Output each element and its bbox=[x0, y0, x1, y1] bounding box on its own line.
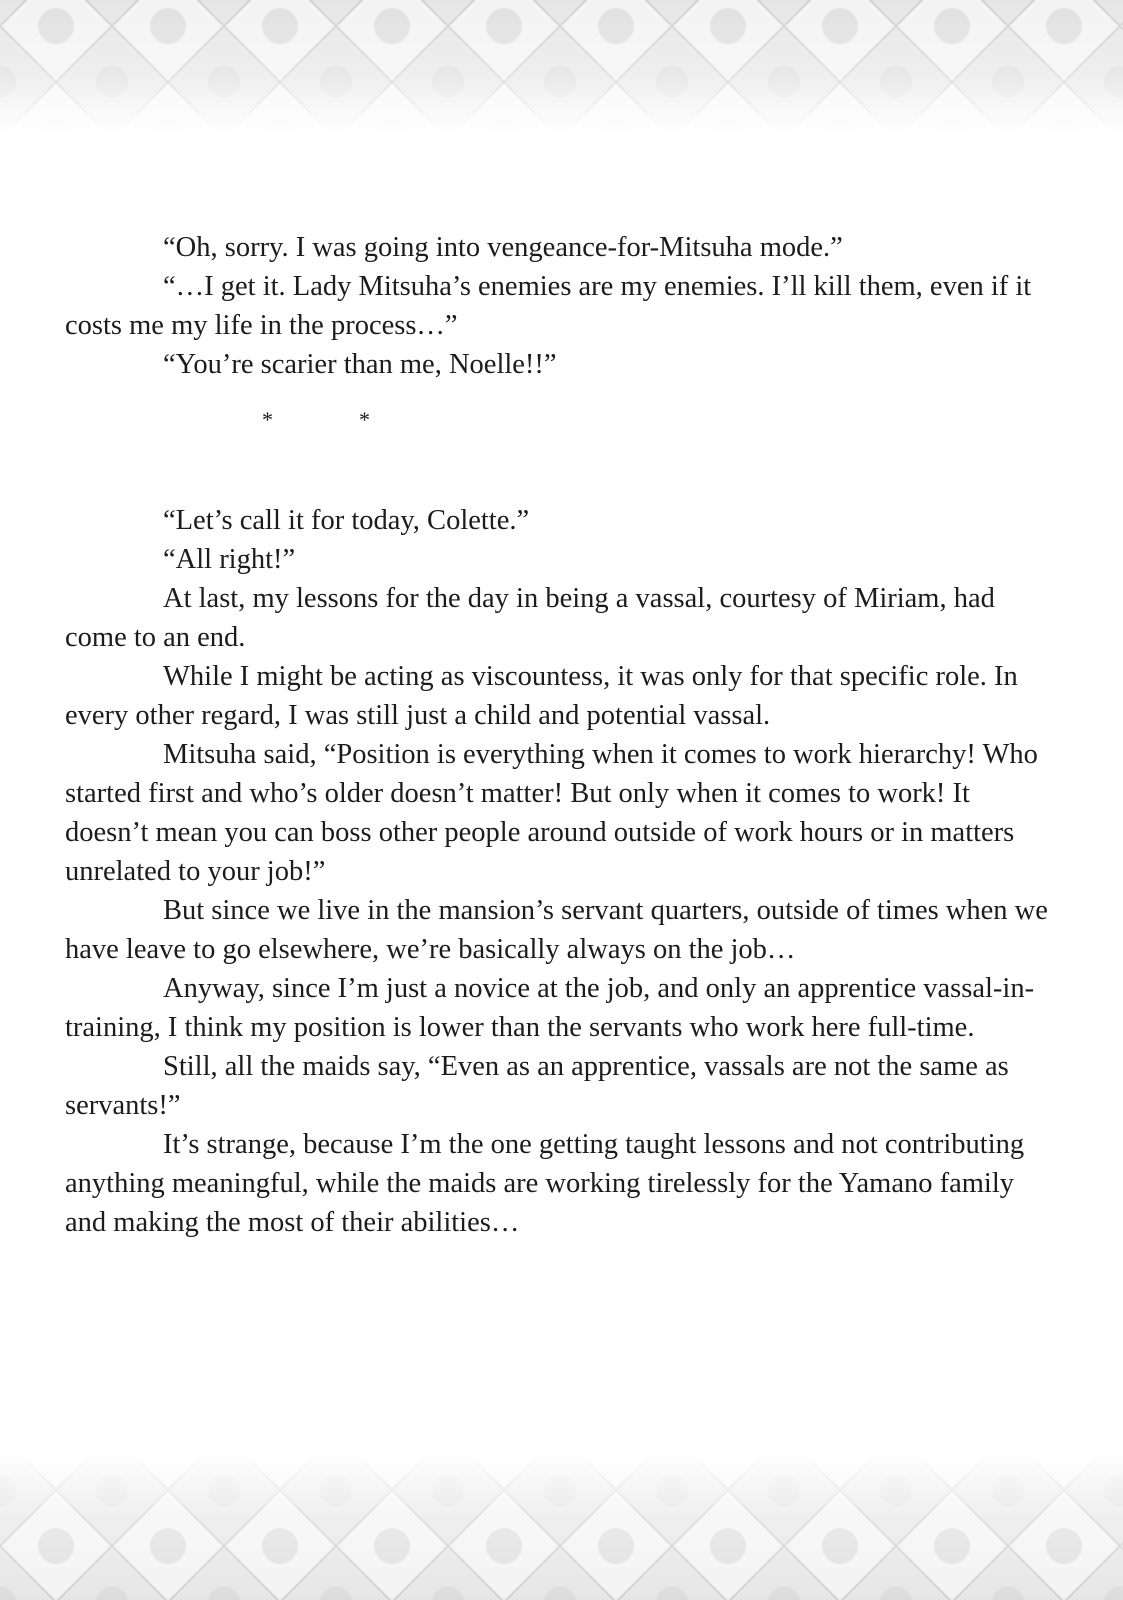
body-text bbox=[65, 228, 1050, 1242]
paragraph: “…I get it. Lady Mitsuha’s enemies are my enemies. I’ll kill them, even if it costs me my life in the process…” bbox=[65, 271, 1032, 341]
paragraph: “You’re scarier than me, Noelle!!” bbox=[163, 349, 557, 380]
paragraph: At last, my lessons for the day in being a vassal, courtesy of Miriam, had come to an end. bbox=[65, 583, 995, 653]
bottom-decorative-band bbox=[0, 1450, 1123, 1600]
paragraph: “Oh, sorry. I was going into vengeance-for-Mitsuha mode.” bbox=[163, 232, 843, 263]
scene-break-star: * bbox=[262, 407, 273, 432]
paragraph: Mitsuha said, “Position is everything when it comes to work hierarchy! Who started first and who’s older doesn’t matter! But only when it comes to work! It doesn’t mean you can boss other people around outside of work hours or in matters unrelated to your job!” bbox=[65, 739, 1038, 887]
top-decorative-band bbox=[0, 0, 1123, 135]
paragraph: Anyway, since I’m just a novice at the job, and only an apprentice vassal-in-training, I think my position is lower than the servants who work here full-time. bbox=[65, 973, 1035, 1043]
scene-break-star: * bbox=[359, 407, 370, 432]
paragraph: But since we live in the mansion’s servant quarters, outside of times when we have leave to go elsewhere, we’re basically always on the job… bbox=[65, 895, 1048, 965]
paragraph: It’s strange, because I’m the one getting taught lessons and not contributing anything meaningful, while the maids are working tirelessly for the Yamano family and making the most of their abilities… bbox=[65, 1129, 1025, 1238]
paragraph: Still, all the maids say, “Even as an apprentice, vassals are not the same as servants!” bbox=[65, 1051, 1009, 1121]
paragraph: “Let’s call it for today, Colette.” bbox=[163, 505, 530, 536]
paragraph: “All right!” bbox=[163, 544, 296, 575]
paragraph: While I might be acting as viscountess, it was only for that specific role. In every other regard, I was still just a child and potential vassal. bbox=[65, 661, 1018, 731]
scene-break bbox=[65, 384, 1050, 501]
